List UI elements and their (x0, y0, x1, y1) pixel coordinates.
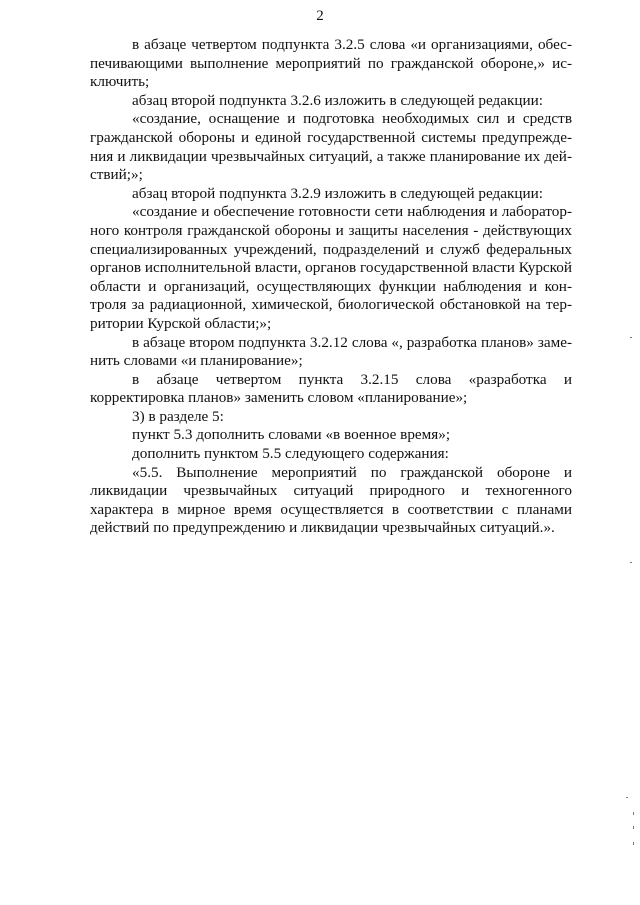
scan-speck (630, 562, 632, 563)
document-body (90, 36, 572, 538)
paragraph-2: абзац второй подпункта 3.2.6 изложить в следующей редакции: (132, 91, 543, 109)
scan-speck (633, 812, 634, 815)
paragraph-7: в абзаце четвертом пункта 3.2.15 слова «разработка и корректировка планов» заменить словом «планирование»; (90, 370, 572, 407)
scan-speck (626, 797, 628, 798)
paragraph-6: в абзаце втором подпункта 3.2.12 слова «, разработка планов» заменить словами «и планирование»; (90, 333, 572, 370)
page-number: 2 (316, 8, 324, 24)
paragraph-3: «создание, оснащение и подготовка необходимых сил и средств гражданской обороны и единой государственной системы предупреждения и ликвидации чрезвычайных ситуаций, а также планирование их действий;»; (90, 110, 572, 184)
paragraph-11: «5.5. Выполнение мероприятий по гражданской обороне и ликвидации чрезвычайных ситуаций природного и техногенного характера в мирное время осуществляется в соответствии с планами действий по предупреждению и ликвидации чрезвычайных ситуаций.». (90, 463, 572, 537)
paragraph-5: «создание и обеспечение готовности сети наблюдения и лабораторного контроля гражданской обороны и защиты населения - действующих специализированных учреждений, подразделений и служб федеральных органов исполнительной власти, органов государственной власти Курской области и организаций, осуществляющих функции наблюдения и контроля за радиационной, химической, биологической обстановкой на территории Курской области;»; (90, 203, 572, 332)
paragraph-9: пункт 5.3 дополнить словами «в военное время»; (132, 426, 451, 444)
paragraph-4: абзац второй подпункта 3.2.9 изложить в следующей редакции: (132, 184, 543, 202)
paragraph-1: в абзаце четвертом подпункта 3.2.5 слова «и организациями, обеспечивающими выполнение мероприятий по гражданской обороне,» исключить; (90, 36, 572, 91)
scan-speck (630, 337, 632, 338)
scan-speck (633, 826, 634, 829)
scan-speck (633, 842, 634, 845)
paragraph-10: дополнить пунктом 5.5 следующего содержания: (132, 445, 449, 463)
paragraph-8: 3) в разделе 5: (132, 407, 224, 425)
